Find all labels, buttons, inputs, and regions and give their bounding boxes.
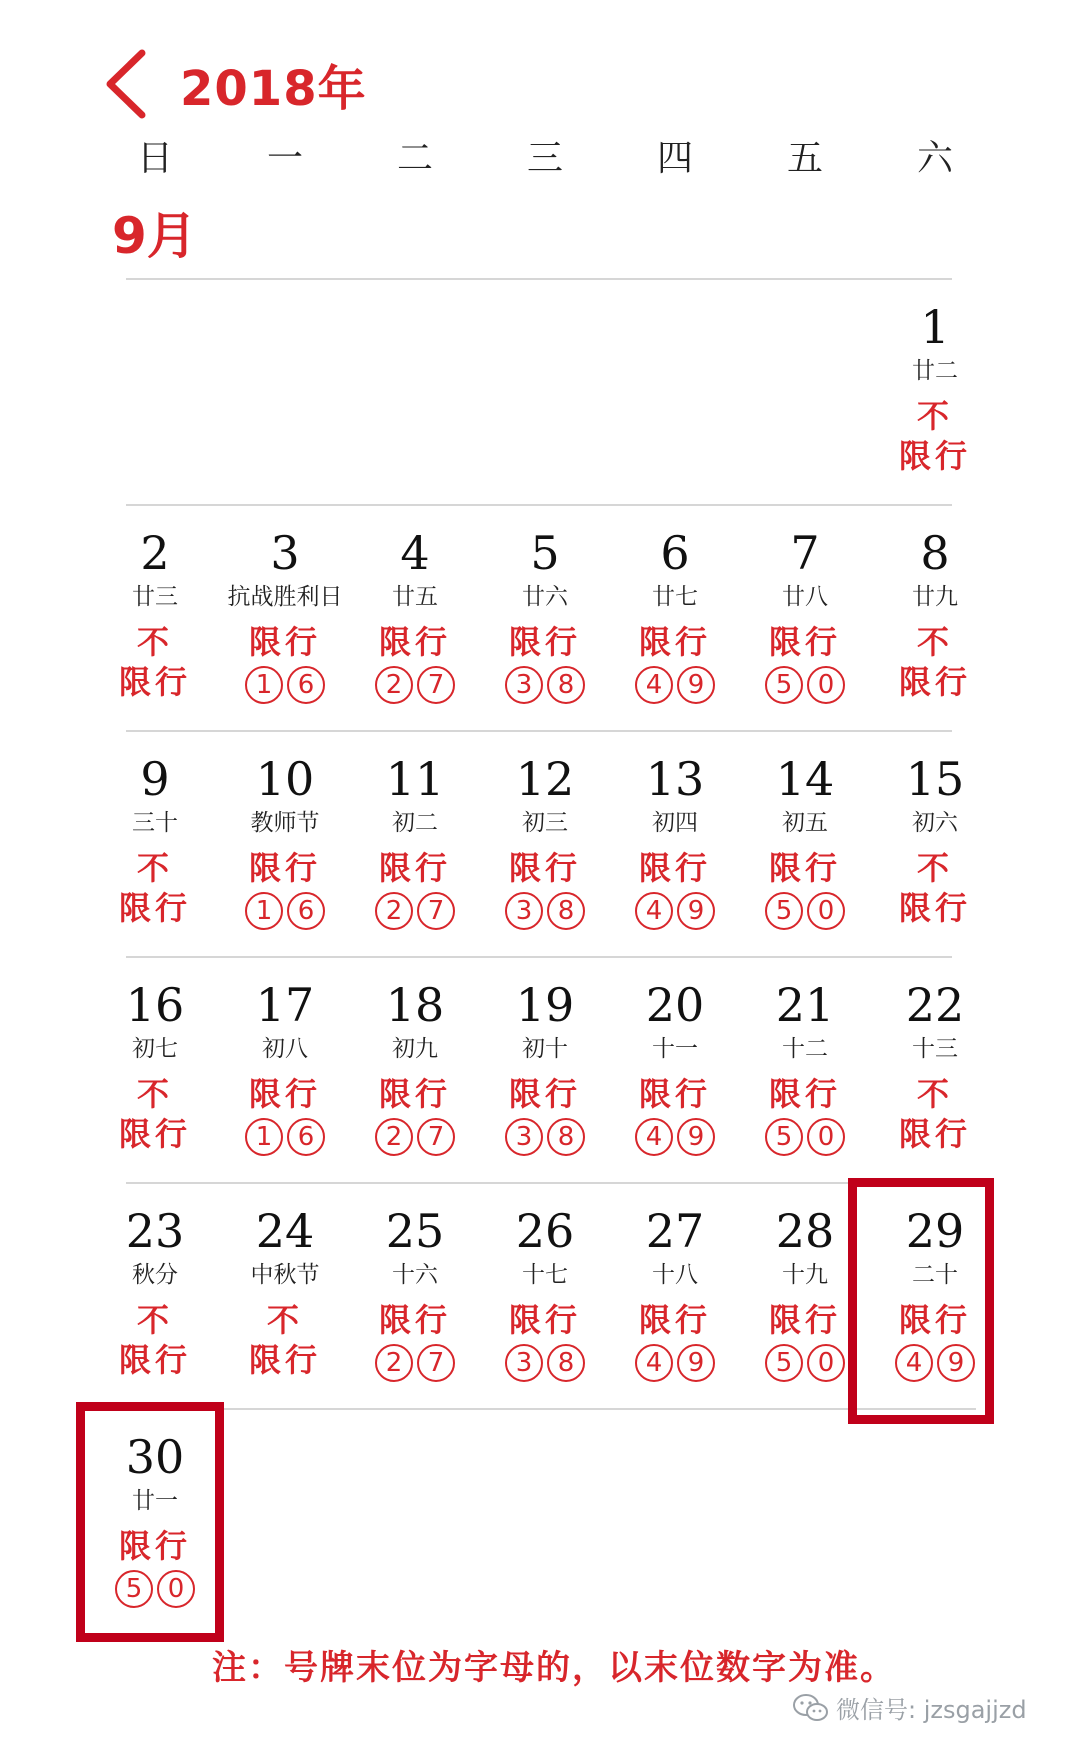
restriction-label: 限行 (378, 849, 451, 887)
restriction-label: 限行 (768, 623, 841, 661)
restriction-label: 限行 (508, 1075, 581, 1113)
day-number: 3 (270, 526, 300, 580)
week-row (90, 1412, 1000, 1638)
restriction-label: 不 (916, 1075, 953, 1113)
plate-digit-badge: 9 (677, 666, 715, 704)
chevron-left-icon[interactable] (100, 47, 152, 121)
day-number: 15 (905, 752, 965, 806)
restricted-plate-digits (350, 1118, 480, 1156)
restriction-label: 不 (136, 623, 173, 661)
lunar-date: 廿三 (132, 584, 178, 610)
empty-cell (220, 282, 350, 508)
day-number: 11 (385, 752, 445, 806)
lunar-date: 初六 (912, 810, 958, 836)
day-cell-21[interactable] (740, 960, 870, 1186)
day-number: 19 (515, 978, 575, 1032)
day-number: 6 (660, 526, 690, 580)
plate-digit-badge: 0 (157, 1570, 195, 1608)
day-cell-14[interactable] (740, 734, 870, 960)
restricted-plate-digits (740, 892, 870, 930)
plate-digit-badge: 0 (807, 892, 845, 930)
lunar-date: 三十 (132, 810, 178, 836)
restriction-label: 限行 (898, 1301, 971, 1339)
restriction-label: 限行 (508, 1301, 581, 1339)
day-number: 2 (140, 526, 170, 580)
restricted-plate-digits (740, 1118, 870, 1156)
restricted-plate-digits (480, 1118, 610, 1156)
restriction-label: 限行 (118, 1115, 191, 1153)
plate-digit-badge: 4 (635, 1118, 673, 1156)
empty-cell (870, 1412, 1000, 1638)
restricted-plate-digits (740, 666, 870, 704)
plate-digit-badge: 4 (635, 1344, 673, 1382)
day-cell-17[interactable] (220, 960, 350, 1186)
lunar-date: 十七 (522, 1262, 568, 1288)
day-cell-15[interactable] (870, 734, 1000, 960)
day-number: 12 (515, 752, 575, 806)
lunar-date: 廿九 (912, 584, 958, 610)
plate-digit-badge: 9 (677, 1344, 715, 1382)
weekday-header (90, 130, 1000, 190)
lunar-date: 初八 (262, 1036, 308, 1062)
restriction-label: 限行 (248, 1341, 321, 1379)
day-number: 29 (905, 1204, 965, 1258)
lunar-date: 初九 (392, 1036, 438, 1062)
day-cell-6[interactable] (610, 508, 740, 734)
empty-cell (220, 1412, 350, 1638)
plate-digit-badge: 0 (807, 666, 845, 704)
restriction-label: 不 (916, 849, 953, 887)
restricted-plate-digits (480, 666, 610, 704)
day-number: 4 (400, 526, 430, 580)
restriction-label: 限行 (248, 1075, 321, 1113)
plate-digit-badge: 9 (677, 892, 715, 930)
plate-digit-badge: 1 (245, 892, 283, 930)
empty-cell (350, 282, 480, 508)
weekday-fri: 五 (786, 138, 823, 179)
lunar-date: 秋分 (132, 1262, 178, 1288)
plate-digit-badge: 6 (287, 666, 325, 704)
day-cell-19[interactable] (480, 960, 610, 1186)
lunar-date: 廿二 (912, 358, 958, 384)
day-number: 25 (385, 1204, 445, 1258)
weekday-tue: 二 (396, 138, 433, 179)
restriction-label: 限行 (508, 849, 581, 887)
plate-digit-badge: 5 (115, 1570, 153, 1608)
restriction-label: 限行 (508, 623, 581, 661)
restriction-label: 不 (916, 623, 953, 661)
empty-cell (740, 282, 870, 508)
day-cell-25[interactable] (350, 1186, 480, 1412)
plate-digit-badge: 7 (417, 666, 455, 704)
plate-digit-badge: 0 (807, 1344, 845, 1382)
day-cell-18[interactable] (350, 960, 480, 1186)
plate-digit-badge: 1 (245, 1118, 283, 1156)
day-number: 17 (255, 978, 315, 1032)
day-number: 16 (125, 978, 185, 1032)
plate-digit-badge: 5 (765, 1344, 803, 1382)
calendar-grid (90, 282, 1000, 1638)
plate-digit-badge: 4 (635, 666, 673, 704)
restriction-label: 限行 (378, 1075, 451, 1113)
plate-digit-badge: 9 (677, 1118, 715, 1156)
day-cell-13[interactable] (610, 734, 740, 960)
day-cell-23[interactable] (90, 1186, 220, 1412)
day-number: 13 (645, 752, 705, 806)
restricted-plate-digits (480, 1344, 610, 1382)
plate-digit-badge: 7 (417, 1344, 455, 1382)
day-number: 21 (775, 978, 835, 1032)
plate-digit-badge: 0 (807, 1118, 845, 1156)
empty-cell (610, 1412, 740, 1638)
footnote: 注：号牌末位为字母的，以末位数字为准。 (212, 1648, 896, 1688)
plate-digit-badge: 3 (505, 892, 543, 930)
restriction-label: 限行 (898, 889, 971, 927)
day-cell-26[interactable] (480, 1186, 610, 1412)
lunar-date: 二十 (912, 1262, 958, 1288)
plate-digit-badge: 2 (375, 1118, 413, 1156)
day-cell-16[interactable] (90, 960, 220, 1186)
day-number: 14 (775, 752, 835, 806)
day-cell-22[interactable] (870, 960, 1000, 1186)
empty-cell (480, 1412, 610, 1638)
day-cell-2[interactable] (90, 508, 220, 734)
restriction-label: 限行 (898, 1115, 971, 1153)
restricted-plate-digits (610, 1118, 740, 1156)
restriction-label: 限行 (378, 623, 451, 661)
day-cell-7[interactable] (740, 508, 870, 734)
day-number: 7 (790, 526, 820, 580)
restriction-label: 限行 (118, 663, 191, 701)
restriction-label: 限行 (248, 623, 321, 661)
plate-digit-badge: 4 (635, 892, 673, 930)
day-cell-12[interactable] (480, 734, 610, 960)
wechat-icon (792, 1693, 830, 1723)
restriction-label: 限行 (898, 663, 971, 701)
day-cell-20[interactable] (610, 960, 740, 1186)
restriction-label: 不 (136, 1075, 173, 1113)
lunar-date: 十二 (782, 1036, 828, 1062)
day-number: 10 (255, 752, 315, 806)
day-cell-8[interactable] (870, 508, 1000, 734)
lunar-date: 初二 (392, 810, 438, 836)
plate-digit-badge: 7 (417, 892, 455, 930)
plate-digit-badge: 2 (375, 1344, 413, 1382)
day-number: 1 (920, 300, 950, 354)
plate-digit-badge: 2 (375, 666, 413, 704)
lunar-date: 中秋节 (250, 1262, 320, 1288)
restriction-label: 限行 (378, 1301, 451, 1339)
empty-cell (350, 1412, 480, 1638)
restriction-label: 限行 (118, 1527, 191, 1565)
week-row (90, 734, 1000, 960)
plate-digit-badge: 3 (505, 1344, 543, 1382)
restricted-plate-digits (220, 666, 350, 704)
restriction-label: 限行 (768, 849, 841, 887)
weekday-sat: 六 (916, 138, 953, 179)
restriction-label: 限行 (638, 623, 711, 661)
empty-cell (480, 282, 610, 508)
plate-digit-badge: 6 (287, 892, 325, 930)
lunar-date: 初三 (522, 810, 568, 836)
day-number: 8 (920, 526, 950, 580)
restriction-label: 不 (266, 1301, 303, 1339)
restriction-label: 限行 (768, 1301, 841, 1339)
day-number: 9 (140, 752, 170, 806)
plate-digit-badge: 5 (765, 892, 803, 930)
lunar-date: 十八 (652, 1262, 698, 1288)
lunar-date: 十一 (652, 1036, 698, 1062)
day-cell-1[interactable] (870, 282, 1000, 508)
plate-digit-badge: 7 (417, 1118, 455, 1156)
restricted-plate-digits (220, 1118, 350, 1156)
plate-digit-badge: 4 (895, 1344, 933, 1382)
restriction-label: 限行 (638, 849, 711, 887)
plate-digit-badge: 8 (547, 1118, 585, 1156)
empty-cell (740, 1412, 870, 1638)
lunar-date: 十三 (912, 1036, 958, 1062)
restricted-plate-digits (610, 892, 740, 930)
day-number: 5 (530, 526, 560, 580)
restriction-label: 限行 (248, 849, 321, 887)
lunar-date: 初七 (132, 1036, 178, 1062)
day-number: 27 (645, 1204, 705, 1258)
day-number: 30 (125, 1430, 185, 1484)
plate-digit-badge: 3 (505, 666, 543, 704)
day-number: 20 (645, 978, 705, 1032)
month-label: 9月 (112, 207, 197, 265)
day-number: 28 (775, 1204, 835, 1258)
lunar-date: 廿八 (782, 584, 828, 610)
day-cell-11[interactable] (350, 734, 480, 960)
weekday-wed: 三 (526, 138, 563, 179)
day-cell-3[interactable] (220, 508, 350, 734)
plate-digit-badge: 5 (765, 1118, 803, 1156)
calendar-header (100, 44, 367, 124)
plate-digit-badge: 8 (547, 892, 585, 930)
plate-digit-badge: 2 (375, 892, 413, 930)
restriction-label: 限行 (638, 1301, 711, 1339)
day-cell-24[interactable] (220, 1186, 350, 1412)
lunar-date: 廿六 (522, 584, 568, 610)
restriction-label: 限行 (118, 1341, 191, 1379)
lunar-date: 初五 (782, 810, 828, 836)
highlight-box-day-29 (848, 1178, 994, 1424)
plate-digit-badge: 9 (937, 1344, 975, 1382)
day-cell-9[interactable] (90, 734, 220, 960)
restricted-plate-digits (480, 892, 610, 930)
row-divider (126, 278, 952, 280)
wechat-watermark (792, 1690, 1027, 1725)
lunar-date: 十九 (782, 1262, 828, 1288)
week-row (90, 282, 1000, 508)
plate-digit-badge: 8 (547, 1344, 585, 1382)
day-cell-5[interactable] (480, 508, 610, 734)
day-number: 24 (255, 1204, 315, 1258)
plate-digit-badge: 3 (505, 1118, 543, 1156)
restriction-label: 限行 (768, 1075, 841, 1113)
weekday-mon: 一 (266, 138, 303, 179)
day-number: 18 (385, 978, 445, 1032)
restriction-label: 不 (916, 397, 953, 435)
plate-digit-badge: 1 (245, 666, 283, 704)
day-cell-4[interactable] (350, 508, 480, 734)
lunar-date: 廿七 (652, 584, 698, 610)
restricted-plate-digits (610, 666, 740, 704)
highlight-box-day-30 (76, 1402, 224, 1642)
watermark-text: 微信号: jzsgajjzd (836, 1696, 1027, 1724)
lunar-date: 抗战胜利日 (227, 584, 343, 610)
lunar-date: 教师节 (250, 810, 320, 836)
restriction-label: 限行 (118, 889, 191, 927)
restricted-plate-digits (610, 1344, 740, 1382)
lunar-date: 廿五 (392, 584, 438, 610)
year-title: 2018年 (180, 60, 367, 117)
weekday-sun: 日 (136, 138, 173, 179)
plate-digit-badge: 5 (765, 666, 803, 704)
empty-cell (90, 282, 220, 508)
restriction-label: 限行 (898, 437, 971, 475)
day-number: 26 (515, 1204, 575, 1258)
restricted-plate-digits (220, 892, 350, 930)
day-cell-27[interactable] (610, 1186, 740, 1412)
restricted-plate-digits (350, 666, 480, 704)
restriction-label: 不 (136, 1301, 173, 1339)
restricted-plate-digits (350, 1344, 480, 1382)
day-cell-10[interactable] (220, 734, 350, 960)
lunar-date: 廿一 (132, 1488, 178, 1514)
lunar-date: 十六 (392, 1262, 438, 1288)
restriction-label: 不 (136, 849, 173, 887)
plate-digit-badge: 8 (547, 666, 585, 704)
lunar-date: 初十 (522, 1036, 568, 1062)
week-row (90, 960, 1000, 1186)
restricted-plate-digits (350, 892, 480, 930)
restriction-label: 限行 (638, 1075, 711, 1113)
weekday-thu: 四 (656, 138, 693, 179)
day-number: 22 (905, 978, 965, 1032)
week-row (90, 508, 1000, 734)
plate-digit-badge: 6 (287, 1118, 325, 1156)
day-number: 23 (125, 1204, 185, 1258)
lunar-date: 初四 (652, 810, 698, 836)
empty-cell (610, 282, 740, 508)
